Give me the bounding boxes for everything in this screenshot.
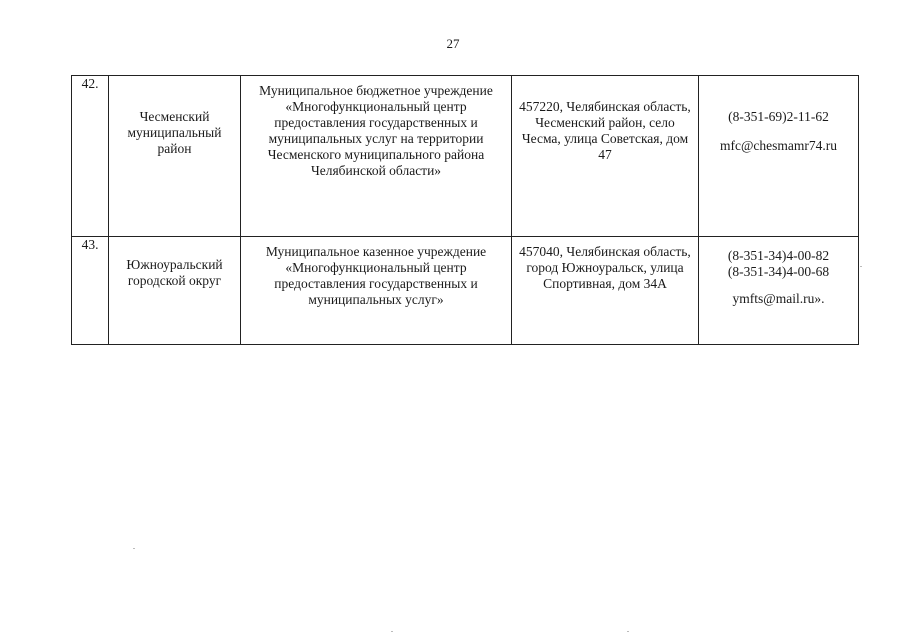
page-number: 27 [446,36,460,51]
scan-speck [133,548,135,549]
email-address: ymfts@mail.ru». [732,291,825,306]
row-number: 43. [72,237,109,345]
institution-name: Муниципальное бюджетное учреждение «Многофункциональный центр предоставления государственных и муниципальных услуг на территории Чесменского муниципального района Челябинской области» [241,76,512,237]
row-number: 42. [72,76,109,237]
phone-number: (8-351-34)4-00-68 [727,264,830,279]
institution-address: 457040, Челябинская область, город Южноуральск, улица Спортивная, дом 34А [512,237,699,345]
phone-number: (8-351-34)4-00-82 [727,248,830,263]
scan-speck [860,266,862,267]
institution-name: Муниципальное казенное учреждение «Многофункциональный центр предоставления государственных и муниципальных услуг» [241,237,512,345]
scan-speck [391,631,393,632]
contact-cell [699,76,859,237]
institution-address: 457220, Челябинская область, Чесменский район, село Чесма, улица Советская, дом 47 [512,76,699,237]
email-address: mfc@chesmamr74.ru [719,138,838,153]
scan-speck [627,631,629,632]
contact-cell [699,237,859,345]
table-row [72,237,859,345]
mfc-registry-table [71,75,859,345]
municipality-name: Чесменский муниципальный район [109,76,241,237]
phone-number: (8-351-69)2-11-62 [728,109,829,124]
table-row [72,76,859,237]
municipality-name: Южноуральский городской округ [109,237,241,345]
